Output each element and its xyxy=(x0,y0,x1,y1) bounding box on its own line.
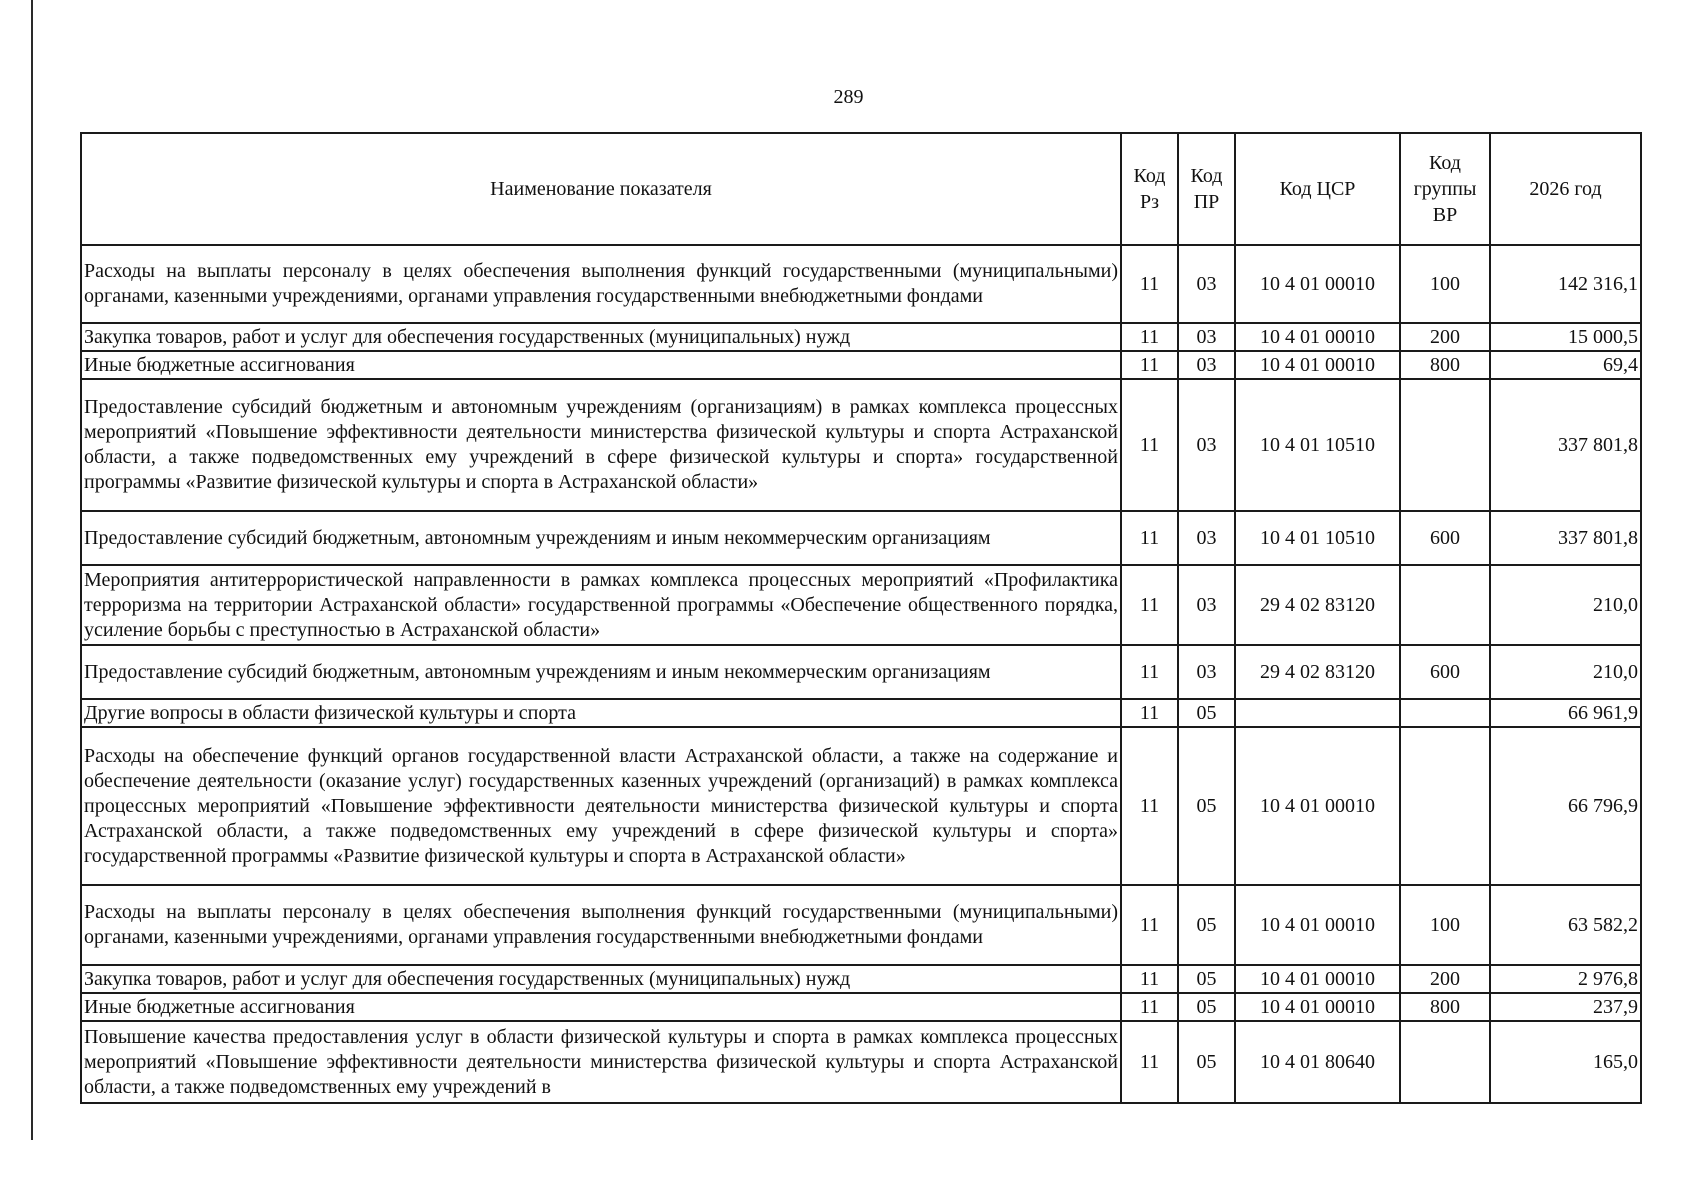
table-row xyxy=(81,699,1641,727)
row-csr: 10 4 01 10510 xyxy=(1235,379,1400,511)
row-rz: 11 xyxy=(1121,965,1178,993)
row-pr: 05 xyxy=(1178,965,1235,993)
row-csr xyxy=(1235,699,1400,727)
row-pr: 05 xyxy=(1178,699,1235,727)
row-vr xyxy=(1400,699,1490,727)
row-name: Иные бюджетные ассигнования xyxy=(81,351,1121,379)
row-vr: 200 xyxy=(1400,965,1490,993)
table-row xyxy=(81,565,1641,645)
row-csr: 10 4 01 00010 xyxy=(1235,727,1400,885)
row-csr: 29 4 02 83120 xyxy=(1235,565,1400,645)
table-header-row xyxy=(81,133,1641,245)
row-vr xyxy=(1400,379,1490,511)
row-amount: 237,9 xyxy=(1490,993,1641,1021)
budget-table xyxy=(80,132,1642,1104)
table-row xyxy=(81,351,1641,379)
row-rz: 11 xyxy=(1121,511,1178,565)
row-vr: 800 xyxy=(1400,351,1490,379)
row-vr: 100 xyxy=(1400,885,1490,965)
row-vr: 800 xyxy=(1400,993,1490,1021)
row-pr: 03 xyxy=(1178,323,1235,351)
header-pr: Код ПР xyxy=(1178,133,1235,245)
header-vr: Код группы ВР xyxy=(1400,133,1490,245)
table-row xyxy=(81,885,1641,965)
row-amount: 63 582,2 xyxy=(1490,885,1641,965)
row-rz: 11 xyxy=(1121,699,1178,727)
row-amount: 210,0 xyxy=(1490,565,1641,645)
row-rz: 11 xyxy=(1121,565,1178,645)
row-name: Иные бюджетные ассигнования xyxy=(81,993,1121,1021)
row-name: Другие вопросы в области физической культуры и спорта xyxy=(81,699,1121,727)
row-pr: 05 xyxy=(1178,1021,1235,1103)
row-vr xyxy=(1400,727,1490,885)
row-rz: 11 xyxy=(1121,379,1178,511)
table-row xyxy=(81,993,1641,1021)
row-name: Повышение качества предоставления услуг в области физической культуры и спорта в рамках комплекса процессных мероприятий «Повышение эффективности деятельности министерства физической культуры и спорта Астраханской области, а также подведомственных ему учреждений в xyxy=(81,1021,1121,1103)
table-row xyxy=(81,645,1641,699)
row-vr: 200 xyxy=(1400,323,1490,351)
row-name: Предоставление субсидий бюджетным и автономным учреждениям (организациям) в рамках комплекса процессных мероприятий «Повышение эффективности деятельности министерства физической культуры и спорта Астраханской области, а также подведомственных ему учреждений в сфере физической культуры и спорта» государственной программы «Развитие физической культуры и спорта в Астраханской области» xyxy=(81,379,1121,511)
row-pr: 05 xyxy=(1178,885,1235,965)
row-amount: 210,0 xyxy=(1490,645,1641,699)
row-vr xyxy=(1400,565,1490,645)
row-pr: 05 xyxy=(1178,993,1235,1021)
row-pr: 03 xyxy=(1178,379,1235,511)
row-name: Мероприятия антитеррористической направленности в рамках комплекса процессных мероприятий «Профилактика терроризма на территории Астраханской области» государственной программы «Обеспечение общественного порядка, усиление борьбы с преступностью в Астраханской области» xyxy=(81,565,1121,645)
row-amount: 337 801,8 xyxy=(1490,511,1641,565)
row-rz: 11 xyxy=(1121,351,1178,379)
row-amount: 15 000,5 xyxy=(1490,323,1641,351)
row-rz: 11 xyxy=(1121,727,1178,885)
row-name: Расходы на обеспечение функций органов государственной власти Астраханской области, а также на содержание и обеспечение деятельности (оказание услуг) государственных казенных учреждений (организаций) в рамках комплекса процессных мероприятий «Повышение эффективности деятельности министерства физической культуры и спорта Астраханской области, а также подведомственных ему учреждений в сфере физической культуры и спорта» государственной программы «Развитие физической культуры и спорта в Астраханской области» xyxy=(81,727,1121,885)
row-name: Расходы на выплаты персоналу в целях обеспечения выполнения функций государственными (муниципальными) органами, казенными учреждениями, органами управления государственными внебюджетными фондами xyxy=(81,245,1121,323)
row-name: Расходы на выплаты персоналу в целях обеспечения выполнения функций государственными (муниципальными) органами, казенными учреждениями, органами управления государственными внебюджетными фондами xyxy=(81,885,1121,965)
row-pr: 03 xyxy=(1178,511,1235,565)
row-rz: 11 xyxy=(1121,993,1178,1021)
row-vr: 600 xyxy=(1400,511,1490,565)
row-amount: 66 796,9 xyxy=(1490,727,1641,885)
row-csr: 10 4 01 00010 xyxy=(1235,965,1400,993)
row-rz: 11 xyxy=(1121,645,1178,699)
row-name: Предоставление субсидий бюджетным, автономным учреждениям и иным некоммерческим организациям xyxy=(81,645,1121,699)
table-row xyxy=(81,323,1641,351)
row-vr: 100 xyxy=(1400,245,1490,323)
row-rz: 11 xyxy=(1121,885,1178,965)
row-amount: 165,0 xyxy=(1490,1021,1641,1103)
row-pr: 03 xyxy=(1178,245,1235,323)
row-csr: 10 4 01 80640 xyxy=(1235,1021,1400,1103)
row-amount: 142 316,1 xyxy=(1490,245,1641,323)
header-name: Наименование показателя xyxy=(81,133,1121,245)
row-rz: 11 xyxy=(1121,245,1178,323)
row-amount: 66 961,9 xyxy=(1490,699,1641,727)
row-pr: 03 xyxy=(1178,351,1235,379)
row-csr: 10 4 01 00010 xyxy=(1235,885,1400,965)
row-amount: 2 976,8 xyxy=(1490,965,1641,993)
table-row xyxy=(81,379,1641,511)
row-csr: 10 4 01 00010 xyxy=(1235,993,1400,1021)
row-vr xyxy=(1400,1021,1490,1103)
row-csr: 10 4 01 10510 xyxy=(1235,511,1400,565)
row-csr: 10 4 01 00010 xyxy=(1235,351,1400,379)
table-row xyxy=(81,245,1641,323)
row-pr: 03 xyxy=(1178,565,1235,645)
row-pr: 05 xyxy=(1178,727,1235,885)
table-row xyxy=(81,965,1641,993)
row-name: Закупка товаров, работ и услуг для обеспечения государственных (муниципальных) нужд xyxy=(81,323,1121,351)
row-rz: 11 xyxy=(1121,1021,1178,1103)
header-year: 2026 год xyxy=(1490,133,1641,245)
row-csr: 10 4 01 00010 xyxy=(1235,245,1400,323)
row-name: Закупка товаров, работ и услуг для обеспечения государственных (муниципальных) нужд xyxy=(81,965,1121,993)
table-row xyxy=(81,727,1641,885)
row-pr: 03 xyxy=(1178,645,1235,699)
scan-edge-line xyxy=(31,0,33,1140)
page-number: 289 xyxy=(833,86,864,108)
row-csr: 10 4 01 00010 xyxy=(1235,323,1400,351)
table-row xyxy=(81,511,1641,565)
row-rz: 11 xyxy=(1121,323,1178,351)
row-amount: 69,4 xyxy=(1490,351,1641,379)
row-vr: 600 xyxy=(1400,645,1490,699)
table-row xyxy=(81,1021,1641,1103)
header-csr: Код ЦСР xyxy=(1235,133,1400,245)
row-csr: 29 4 02 83120 xyxy=(1235,645,1400,699)
header-rz: Код Рз xyxy=(1121,133,1178,245)
row-amount: 337 801,8 xyxy=(1490,379,1641,511)
row-name: Предоставление субсидий бюджетным, автономным учреждениям и иным некоммерческим организациям xyxy=(81,511,1121,565)
